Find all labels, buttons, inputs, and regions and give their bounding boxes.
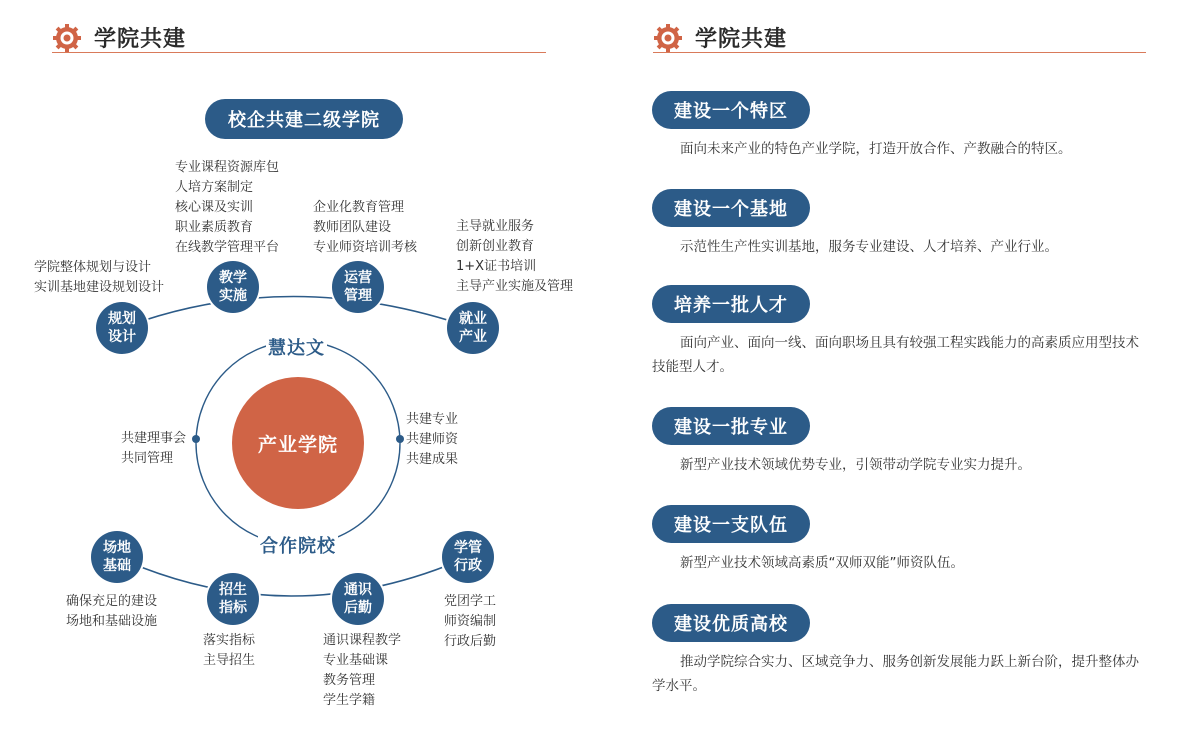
left-header-title: 学院共建 — [94, 27, 187, 52]
text-guihua: 学院整体规划与设计 实训基地建设规划设计 — [34, 260, 165, 295]
gear-icon — [653, 23, 683, 53]
section-desc: 推动学院综合实力、区域竞争力、服务创新发展能力跃上新台阶，提升整体办学水平。 — [652, 654, 1139, 694]
section-title: 建设一个特区 — [652, 91, 810, 129]
text-changdi: 确保充足的建设 场地和基础设施 — [66, 594, 158, 629]
ring-bottom-label: 合作院校 — [258, 532, 338, 558]
ring-top-label: 慧达文 — [266, 334, 327, 360]
node-zhaosheng: 招生 指标 — [207, 573, 259, 625]
section-title: 建设一支队伍 — [652, 505, 810, 543]
top-arc — [122, 297, 472, 329]
section-special-zone — [652, 91, 1142, 161]
text-tongshi: 通识课程教学 专业基础课 教务管理 学生学籍 — [323, 633, 402, 708]
section-quality-college — [652, 604, 1142, 698]
text-left-mid: 共建理事会 共同管理 — [121, 431, 187, 466]
section-team — [652, 505, 1142, 575]
section-desc: 面向产业、面向一线、面向职场且具有较强工程实践能力的高素质应用型技术技能型人才。 — [652, 335, 1139, 375]
node-jiaoxue: 教学 实施 — [207, 261, 259, 313]
node-jiuye: 就业 产业 — [447, 302, 499, 354]
center-circle: 产业学院 — [232, 377, 364, 509]
node-tongshi: 通识 后勤 — [332, 573, 384, 625]
top-pill: 校企共建二级学院 — [205, 99, 403, 139]
text-xueguan: 党团学工 师资编制 行政后勤 — [444, 594, 497, 649]
section-desc: 示范性生产性实训基地，服务专业建设、人才培养、产业行业。 — [680, 239, 1058, 255]
node-yunying: 运营 管理 — [332, 261, 384, 313]
node-xueguan: 学管 行政 — [442, 531, 494, 583]
text-yunying: 企业化教育管理 教师团队建设 专业师资培训考核 — [313, 200, 418, 255]
text-right-mid: 共建专业 共建师资 共建成果 — [406, 412, 459, 467]
text-zhaosheng: 落实指标 主导招生 — [203, 633, 256, 668]
section-desc: 新型产业技术领域高素质“双师双能”师资队伍。 — [680, 555, 964, 571]
section-title: 建设一个基地 — [652, 189, 810, 227]
section-majors — [652, 407, 1142, 477]
section-desc: 新型产业技术领域优势专业，引领带动学院专业实力提升。 — [680, 457, 1031, 473]
section-base — [652, 189, 1142, 259]
right-ring-dot — [396, 435, 404, 443]
section-desc: 面向未来产业的特色产业学院，打造开放合作、产教融合的特区。 — [680, 141, 1072, 157]
section-talent — [652, 285, 1142, 379]
right-header-title: 学院共建 — [695, 27, 788, 52]
text-jiuye: 主导就业服务 创新创业教育 1+X证书培训 主导产业实施及管理 — [456, 219, 574, 294]
node-changdi: 场地 基础 — [91, 531, 143, 583]
section-title: 建设一批专业 — [652, 407, 810, 445]
node-guihua: 规划 设计 — [96, 302, 148, 354]
bottom-arc — [117, 557, 468, 596]
section-title: 建设优质高校 — [652, 604, 810, 642]
left-ring-dot — [192, 435, 200, 443]
text-jiaoxue: 专业课程资源库包 人培方案制定 核心课及实训 职业素质教育 在线教学管理平台 — [175, 160, 280, 255]
right-header — [653, 18, 1146, 58]
section-title: 培养一批人才 — [652, 285, 810, 323]
right-header-rule — [653, 52, 1146, 53]
